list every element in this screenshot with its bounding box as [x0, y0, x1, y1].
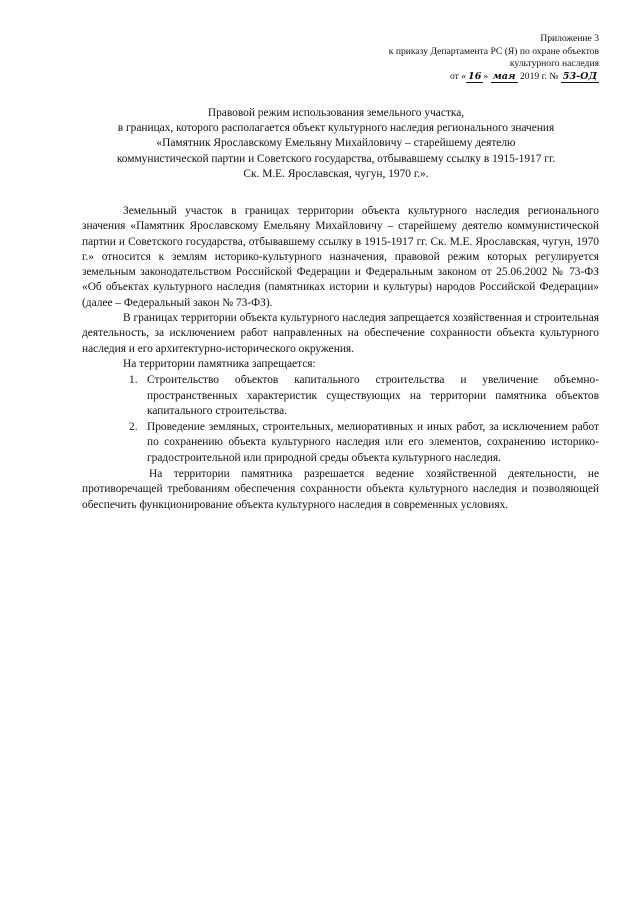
date-separator: » [483, 70, 491, 82]
paragraph-permitted: На территории памятника разрешается ведение хозяйственной деятельности, не противоречащей требованиям обеспечения сохранности объекта культурного наследия и позволяющей обеспечить функционирование объекта культурного наследия в современных условиях. [82, 468, 599, 511]
handwritten-month: мая [492, 70, 516, 82]
handwritten-order-number: 53-ОД [562, 70, 597, 82]
list-item [82, 373, 599, 419]
appendix-header [319, 33, 599, 83]
title-line-4: коммунистической партии и Советского государства, отбывавшему ссылку в 1915-1917 гг. [116, 152, 556, 165]
list-item-text: Проведение земляных, строительных, мелиоративных и иных работ, за исключением работ по сохранению объекта культурного наследия или его элементов, сохранению историко-градостроительной или природной среды объекта культурного наследия. [147, 421, 599, 464]
prohibited-list [82, 373, 599, 466]
order-reference-cont: культурного наследия [509, 58, 599, 69]
order-date-line [319, 71, 599, 84]
appendix-number: Приложение 3 [540, 33, 599, 44]
handwritten-day: 16 [468, 70, 482, 82]
date-year-label: 2019 г. № [517, 70, 561, 82]
title-line-1: Правовой режим использования земельного участка, [207, 107, 465, 119]
paragraph-prohibited-label: На территории памятника запрещается: [123, 357, 316, 370]
list-item-text: Строительство объектов капитального строительства и увеличение объемно-пространственных характеристик существующих на территории памятника объектов капитального строительства. [147, 374, 599, 417]
order-reference: к приказу Департамента РС (Я) по охране объектов [388, 45, 599, 57]
list-item-number: 2. [129, 421, 138, 434]
title-line-3: «Памятник Ярославскому Емельяну Михайловичу – старейшему деятелю [156, 137, 516, 150]
title-line-5: Ск. М.Е. Ярославская, чугун, 1970 г.». [243, 167, 429, 180]
document-title [60, 106, 612, 182]
document-body [82, 204, 599, 513]
paragraph-restrictions: В границах территории объекта культурного наследия запрещается хозяйственная и строительная деятельность, за исключением работ направленных на обеспечение сохранности объекта культурного наследия и его архитектурно-исторического окружения. [82, 312, 599, 355]
date-prefix: от « [449, 70, 467, 82]
list-item [82, 420, 599, 466]
list-item-number: 1. [129, 374, 138, 387]
title-line-2: в границах, которого располагается объект культурного наследия регионального значения [117, 122, 555, 135]
paragraph-land-plot: Земельный участок в границах территории объекта культурного наследия регионального значения «Памятник Ярославскому Емельяну Михайловичу – старейшему деятелю коммунистической партии и Советского государства, отбывавшему ссылку в 1915-1917 гг. Ск. М.Е. Ярославская, чугун, 1970 г.» относится к землям историко-культурного назначения, правовой режим которых регулируется земельным законодательством Российской Федерации и Федеральным законом от 25.06.2002 № 73-ФЗ «Об объектах культурного наследия (памятниках истории и культуры) народов Российской Федерации» (далее – Федеральный закон № 73-ФЗ). [82, 205, 599, 309]
